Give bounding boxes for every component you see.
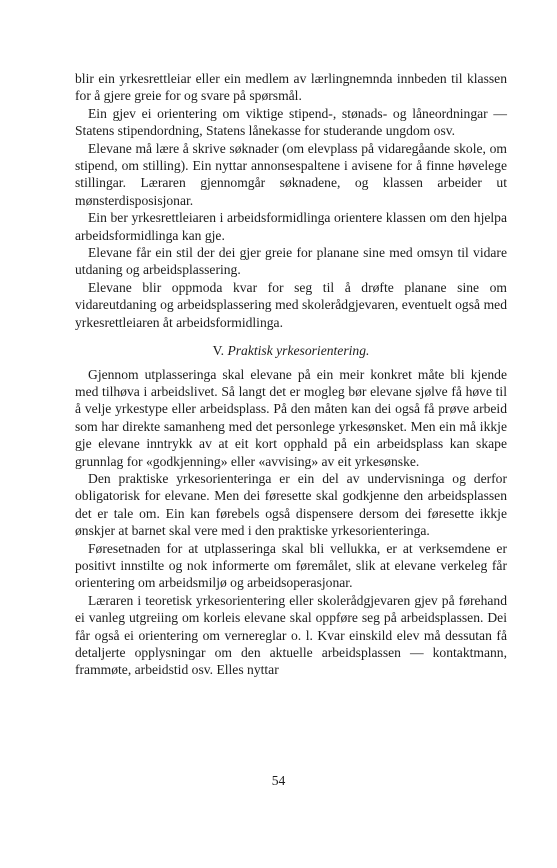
paragraph: Ein gjev ei orientering om viktige stipend-, stønads- og låneordningar — Statens stipendordning, Statens lånekasse for studerande ungdom osv. <box>75 105 507 139</box>
paragraph: blir ein yrkesrettleiar eller ein medlem av lærlingnemnda innbeden til klassen for å gjere greie for og svare på spørsmål. <box>75 71 507 104</box>
paragraph: Ein ber yrkesrettleiaren i arbeidsformidlinga orientere klassen om den hjelpa arbeidsformidlinga kan gje. <box>75 210 507 243</box>
paragraph: Føresetnaden for at utplasseringa skal bli vellukka, er at verksemdene er positivt innstilte og nok informerte om føremålet, slik at elevane verkeleg får orientering om arbeidsmiljø og arbeidsoperasjonar. <box>75 540 507 591</box>
paragraph: Den praktiske yrkesorienteringa er ein del av undervisninga og derfor obligatorisk for elevane. Men dei føresette skal godkjenne den arbeidsplassen det er tale om. Ein kan førebels også dispensere dersom dei føresette ikkje ønskjer at barnet skal vere med i den praktiske yrkesorienteringa. <box>75 470 507 539</box>
paragraph: Elevane får ein stil der dei gjer greie for planane sine med omsyn til vidare utdaning og arbeidsplassering. <box>75 245 507 278</box>
paragraph: Elevane blir oppmoda kvar for seg til å drøfte planane sine om vidareutdaning og arbeidsplassering med skolerådgjevaren, eventuelt også med yrkesrettleiaren åt arbeidsformidlinga. <box>75 279 507 330</box>
page-body <box>75 70 507 679</box>
paragraph: Elevane må lære å skrive søknader (om elevplass på vidaregåande skole, om stipend, om stilling). Ein nyttar annonsespaltene i avisene for å finne høvelege stillingar. Læraren gjennomgår søknadene, og klassen arbeider ut mønsterdisposisjonar. <box>75 140 507 208</box>
page-number: 54 <box>271 773 286 788</box>
paragraph: Læraren i teoretisk yrkesorientering eller skolerådgjevaren gjev på førehand ei vanleg utgreiing om korleis elevane skal oppføre seg på arbeidsplassen. Dei får også ei orientering om vernereglar o. l. Kvar einskild elev må dessutan få detaljerte opplysningar om den aktuelle arbeidsplassen — kontaktmann, frammøte, arbeidstid osv. Elles nyttar <box>75 592 507 678</box>
section-title: Praktisk yrkesorientering. <box>227 343 370 359</box>
section-numeral: V. <box>212 343 225 359</box>
section-heading <box>75 342 507 359</box>
paragraph: Gjennom utplasseringa skal elevane på ein meir konkret måte bli kjende med tilhøva i arbeidslivet. Så langt det er mogleg bør elevane sjølve få høve til å velje yrkestype eller arbeidsplass. På den måten kan dei også få prøve arbeid som har direkte samanheng med det personlege yrkesønsket. Men ein må ikkje gje elevane inntrykk av at eit kort opphald på ein arbeidsplass kan skape grunnlag for «godkjenning» eller «avvising» av eit yrkesønske. <box>75 366 507 469</box>
